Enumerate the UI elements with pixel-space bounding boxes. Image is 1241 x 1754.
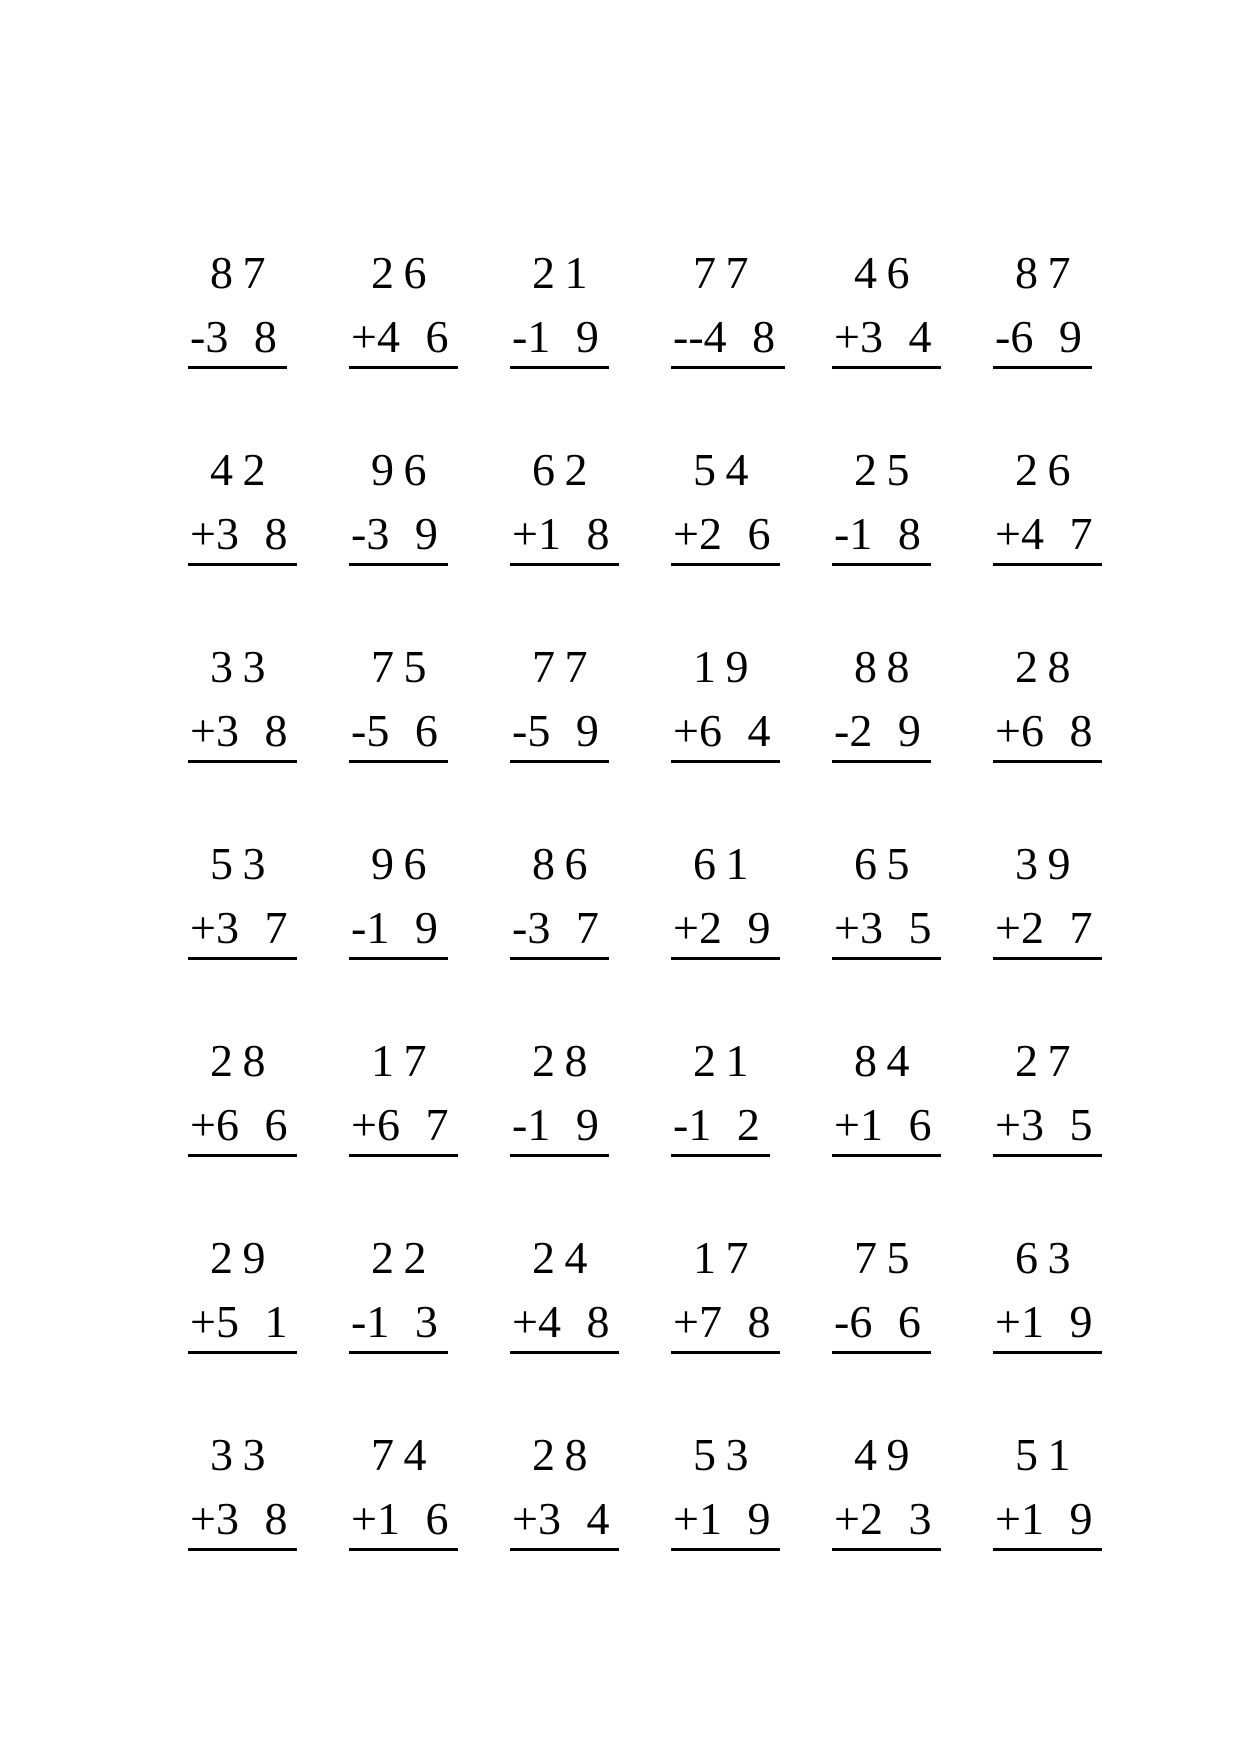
problem-row — [170, 641, 1241, 763]
problem-top-number: 3 9 — [1015, 838, 1071, 889]
problem-row — [170, 1429, 1241, 1551]
math-problem — [492, 1429, 653, 1551]
math-problem — [170, 1035, 331, 1157]
problem-operator-and-number: +1 6 — [832, 1102, 941, 1157]
math-problem — [975, 641, 1136, 763]
problem-operator-and-number: +5 1 — [188, 1299, 297, 1354]
problem-operator-and-number: +4 8 — [510, 1299, 619, 1354]
math-problem — [975, 1232, 1136, 1354]
problem-top-number: 8 4 — [854, 1035, 910, 1086]
math-problem — [331, 247, 492, 369]
problem-top-number: 7 4 — [371, 1429, 427, 1480]
problem-top-number: 7 5 — [854, 1232, 910, 1283]
math-problem — [331, 1035, 492, 1157]
problem-operator-and-number: -1 9 — [510, 314, 609, 369]
problem-operator-and-number: +6 7 — [349, 1102, 458, 1157]
problem-top-number: 2 8 — [210, 1035, 266, 1086]
problem-top-number: 6 3 — [1015, 1232, 1071, 1283]
problem-top-number: 5 3 — [693, 1429, 749, 1480]
problem-operator-and-number: -3 8 — [188, 314, 287, 369]
problem-top-number: 6 1 — [693, 838, 749, 889]
math-problem — [492, 1035, 653, 1157]
problem-top-number: 8 6 — [532, 838, 588, 889]
problem-operator-and-number: +3 8 — [188, 708, 297, 763]
problem-top-number: 2 4 — [532, 1232, 588, 1283]
math-problem — [653, 838, 814, 960]
problem-top-number: 9 6 — [371, 444, 427, 495]
math-problem — [975, 247, 1136, 369]
problem-top-number: 2 5 — [854, 444, 910, 495]
problem-operator-and-number: +2 7 — [993, 905, 1102, 960]
math-problem — [170, 247, 331, 369]
math-problem — [975, 1035, 1136, 1157]
math-problem — [331, 641, 492, 763]
math-problem — [814, 247, 975, 369]
math-problem — [170, 838, 331, 960]
problem-row — [170, 838, 1241, 960]
problem-top-number: 7 5 — [371, 641, 427, 692]
problem-top-number: 2 7 — [1015, 1035, 1071, 1086]
math-problem — [653, 1232, 814, 1354]
math-problem — [814, 641, 975, 763]
math-problem — [975, 838, 1136, 960]
problem-top-number: 6 2 — [532, 444, 588, 495]
math-problem — [331, 1232, 492, 1354]
problem-top-number: 2 8 — [1015, 641, 1071, 692]
problem-top-number: 4 9 — [854, 1429, 910, 1480]
problem-grid — [170, 247, 1241, 1551]
problem-top-number: 3 3 — [210, 641, 266, 692]
problem-operator-and-number: -1 8 — [832, 511, 931, 566]
problem-operator-and-number: -6 9 — [993, 314, 1092, 369]
math-problem — [814, 1232, 975, 1354]
problem-operator-and-number: +7 8 — [671, 1299, 780, 1354]
math-problem — [331, 1429, 492, 1551]
problem-operator-and-number: -6 6 — [832, 1299, 931, 1354]
problem-operator-and-number: +4 7 — [993, 511, 1102, 566]
problem-top-number: 2 1 — [693, 1035, 749, 1086]
problem-operator-and-number: -5 9 — [510, 708, 609, 763]
problem-top-number: 2 9 — [210, 1232, 266, 1283]
problem-operator-and-number: -3 9 — [349, 511, 448, 566]
problem-top-number: 8 8 — [854, 641, 910, 692]
math-problem — [492, 247, 653, 369]
problem-top-number: 9 6 — [371, 838, 427, 889]
math-problem — [170, 1232, 331, 1354]
problem-row — [170, 1232, 1241, 1354]
problem-operator-and-number: +4 6 — [349, 314, 458, 369]
problem-operator-and-number: +1 9 — [671, 1496, 780, 1551]
math-problem — [331, 444, 492, 566]
math-problem — [170, 641, 331, 763]
math-problem — [653, 247, 814, 369]
math-problem — [814, 1035, 975, 1157]
math-problem — [814, 1429, 975, 1551]
math-problem — [331, 838, 492, 960]
math-problem — [492, 838, 653, 960]
math-problem — [814, 444, 975, 566]
problem-top-number: 8 7 — [210, 247, 266, 298]
problem-row — [170, 1035, 1241, 1157]
problem-operator-and-number: -2 9 — [832, 708, 931, 763]
math-problem — [492, 1232, 653, 1354]
math-problem — [492, 641, 653, 763]
problem-top-number: 3 3 — [210, 1429, 266, 1480]
problem-top-number: 5 1 — [1015, 1429, 1071, 1480]
problem-top-number: 2 6 — [1015, 444, 1071, 495]
problem-operator-and-number: +3 5 — [832, 905, 941, 960]
problem-operator-and-number: +2 3 — [832, 1496, 941, 1551]
problem-row — [170, 444, 1241, 566]
problem-top-number: 4 2 — [210, 444, 266, 495]
problem-top-number: 2 1 — [532, 247, 588, 298]
problem-operator-and-number: +3 7 — [188, 905, 297, 960]
problem-operator-and-number: +6 8 — [993, 708, 1102, 763]
problem-operator-and-number: -1 9 — [349, 905, 448, 960]
math-problem — [170, 1429, 331, 1551]
problem-operator-and-number: +2 6 — [671, 511, 780, 566]
problem-top-number: 8 7 — [1015, 247, 1071, 298]
math-problem — [814, 838, 975, 960]
problem-operator-and-number: +3 8 — [188, 1496, 297, 1551]
problem-operator-and-number: +3 4 — [832, 314, 941, 369]
problem-top-number: 2 2 — [371, 1232, 427, 1283]
problem-top-number: 7 7 — [693, 247, 749, 298]
problem-operator-and-number: -1 3 — [349, 1299, 448, 1354]
problem-operator-and-number: +1 9 — [993, 1496, 1102, 1551]
problem-top-number: 2 8 — [532, 1429, 588, 1480]
problem-operator-and-number: -5 6 — [349, 708, 448, 763]
problem-operator-and-number: -3 7 — [510, 905, 609, 960]
problem-top-number: 4 6 — [854, 247, 910, 298]
problem-operator-and-number: +3 8 — [188, 511, 297, 566]
problem-operator-and-number: +1 6 — [349, 1496, 458, 1551]
problem-top-number: 5 3 — [210, 838, 266, 889]
problem-top-number: 2 6 — [371, 247, 427, 298]
problem-top-number: 2 8 — [532, 1035, 588, 1086]
problem-operator-and-number: -1 9 — [510, 1102, 609, 1157]
problem-top-number: 5 4 — [693, 444, 749, 495]
math-problem — [653, 1429, 814, 1551]
problem-operator-and-number: +3 5 — [993, 1102, 1102, 1157]
problem-operator-and-number: +6 6 — [188, 1102, 297, 1157]
problem-top-number: 1 9 — [693, 641, 749, 692]
problem-top-number: 1 7 — [693, 1232, 749, 1283]
math-problem — [653, 444, 814, 566]
math-problem — [170, 444, 331, 566]
problem-operator-and-number: --4 8 — [671, 314, 785, 369]
problem-operator-and-number: +2 9 — [671, 905, 780, 960]
problem-operator-and-number: +3 4 — [510, 1496, 619, 1551]
math-problem — [653, 641, 814, 763]
problem-top-number: 7 7 — [532, 641, 588, 692]
math-problem — [653, 1035, 814, 1157]
problem-operator-and-number: +1 8 — [510, 511, 619, 566]
problem-operator-and-number: +6 4 — [671, 708, 780, 763]
problem-top-number: 6 5 — [854, 838, 910, 889]
math-problem — [492, 444, 653, 566]
math-problem — [975, 444, 1136, 566]
math-problem — [975, 1429, 1136, 1551]
problem-operator-and-number: +1 9 — [993, 1299, 1102, 1354]
problem-operator-and-number: -1 2 — [671, 1102, 770, 1157]
problem-row — [170, 247, 1241, 369]
problem-top-number: 1 7 — [371, 1035, 427, 1086]
